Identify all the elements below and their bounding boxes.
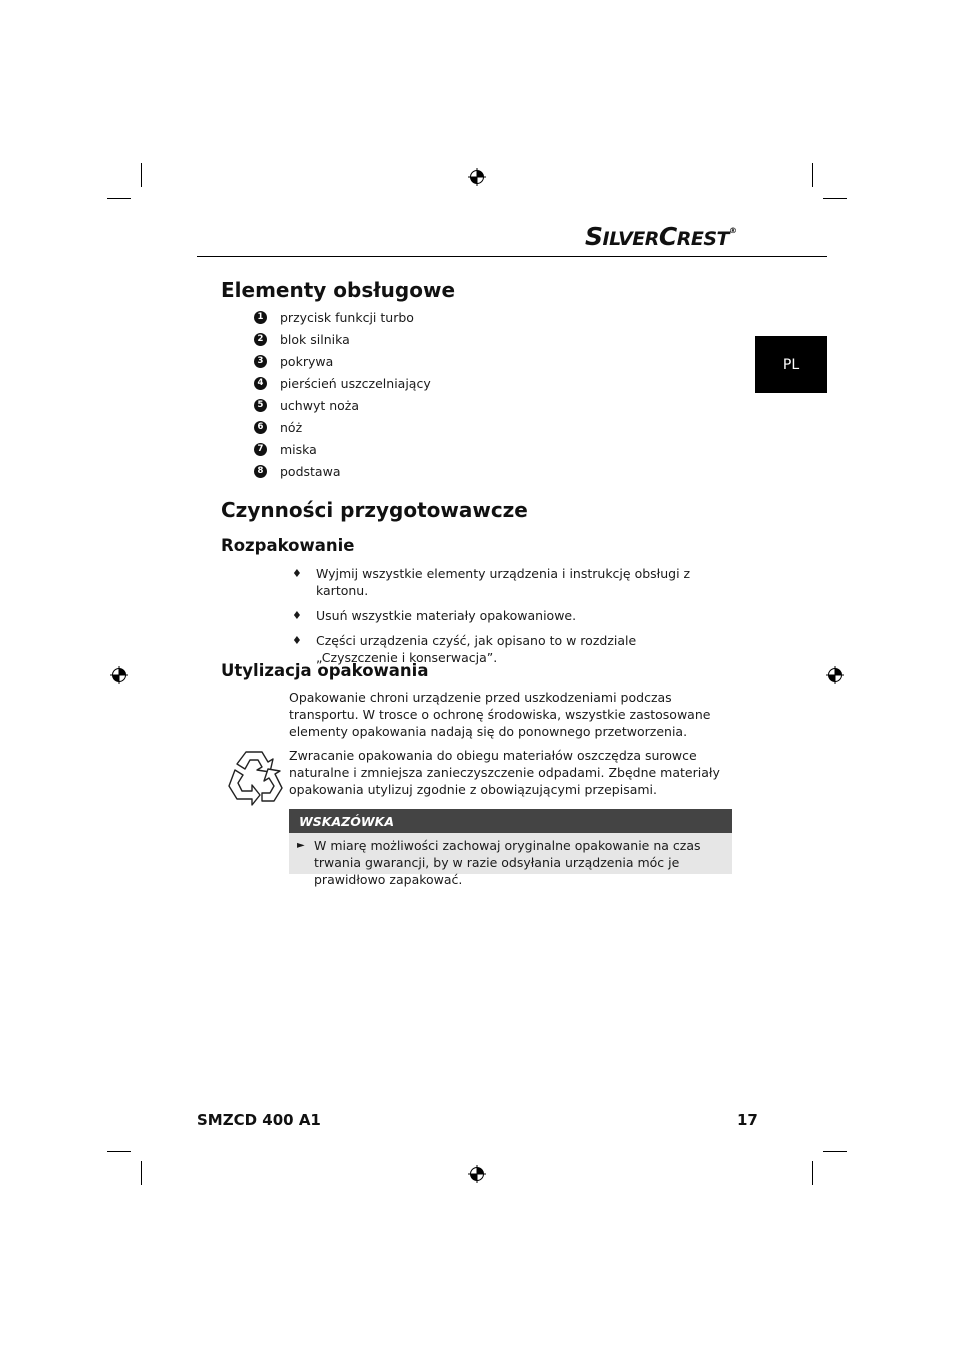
- list-item: 2 blok silnika: [254, 328, 431, 350]
- list-item: 1 przycisk funkcji turbo: [254, 306, 431, 328]
- brand-logo: SILVERCREST®: [585, 222, 737, 251]
- unpacking-steps: [292, 565, 712, 674]
- note-box: [289, 833, 732, 887]
- crop-mark: [812, 1161, 813, 1185]
- recycling-paragraph: Zwracanie opakowania do obiegu materiałów oszczędza surowce naturalne i zmniejsza zanieczyszczenie odpadami. Zbędne materiały opakowania utylizuj zgodnie z obowiązującymi przepisami.: [289, 748, 720, 797]
- crop-mark: [141, 1161, 142, 1185]
- header-rule: [197, 256, 827, 257]
- note-text: W miarę możliwości zachowaj oryginalne opakowanie na czas trwania gwarancji, by w razie odsyłania urządzenia móc je prawidłowo zapakować.: [314, 838, 701, 887]
- page-number: 17: [737, 1111, 758, 1129]
- registration-mark-icon: [826, 666, 844, 684]
- diamond-bullet-icon: ♦: [292, 609, 302, 622]
- disposal-paragraph: Opakowanie chroni urządzenie przed uszkodzeniami podczas transportu. W trosce o ochronę środowiska, wszystkie zastosowane elementy opakowania nadają się do ponownego przetworzenia.: [289, 690, 711, 739]
- crop-mark: [812, 163, 813, 187]
- registration-mark-icon: [468, 1165, 486, 1183]
- list-item: ♦ Części urządzenia czyść, jak opisano to w rozdziale „Czyszczenie i konserwacja”.: [292, 633, 637, 665]
- number-badge: 7: [254, 443, 267, 456]
- section-title-controls: Elementy obsługowe: [221, 278, 456, 302]
- section-title-preparation: Czynności przygotowawcze: [221, 498, 528, 522]
- crop-mark: [107, 1151, 131, 1152]
- number-badge: 3: [254, 355, 267, 368]
- list-item: 6 nóż: [254, 416, 431, 438]
- number-badge: 8: [254, 465, 267, 478]
- crop-mark: [107, 198, 131, 199]
- list-item: 7 miska: [254, 438, 431, 460]
- subsection-title-unpacking: Rozpakowanie: [221, 536, 355, 555]
- list-item: 4 pierścień uszczelniający: [254, 372, 431, 394]
- number-badge: 1: [254, 311, 267, 324]
- recycle-icon: [224, 748, 286, 806]
- number-badge: 5: [254, 399, 267, 412]
- list-item: 3 pokrywa: [254, 350, 431, 372]
- model-number: SMZCD 400 A1: [197, 1111, 321, 1129]
- crop-mark: [141, 163, 142, 187]
- registration-mark-icon: [110, 666, 128, 684]
- diamond-bullet-icon: ♦: [292, 634, 302, 647]
- language-tab: PL: [755, 336, 827, 393]
- note-header: WSKAZÓWKA: [289, 809, 732, 833]
- crop-mark: [823, 198, 847, 199]
- diamond-bullet-icon: ♦: [292, 567, 302, 580]
- parts-list: [254, 306, 431, 482]
- number-badge: 2: [254, 333, 267, 346]
- number-badge: 4: [254, 377, 267, 390]
- list-item: 5 uchwyt noża: [254, 394, 431, 416]
- list-item: ♦ Wyjmij wszystkie elementy urządzenia i instrukcję obsługi z kartonu.: [292, 566, 691, 598]
- list-item: 8 podstawa: [254, 460, 431, 482]
- list-item: ♦ Usuń wszystkie materiały opakowaniowe.: [292, 608, 577, 623]
- subsection-title-disposal: Utylizacja opakowania: [221, 661, 429, 680]
- number-badge: 6: [254, 421, 267, 434]
- triangle-arrow-icon: ►: [297, 840, 305, 851]
- registration-mark-icon: [468, 168, 486, 186]
- crop-mark: [823, 1151, 847, 1152]
